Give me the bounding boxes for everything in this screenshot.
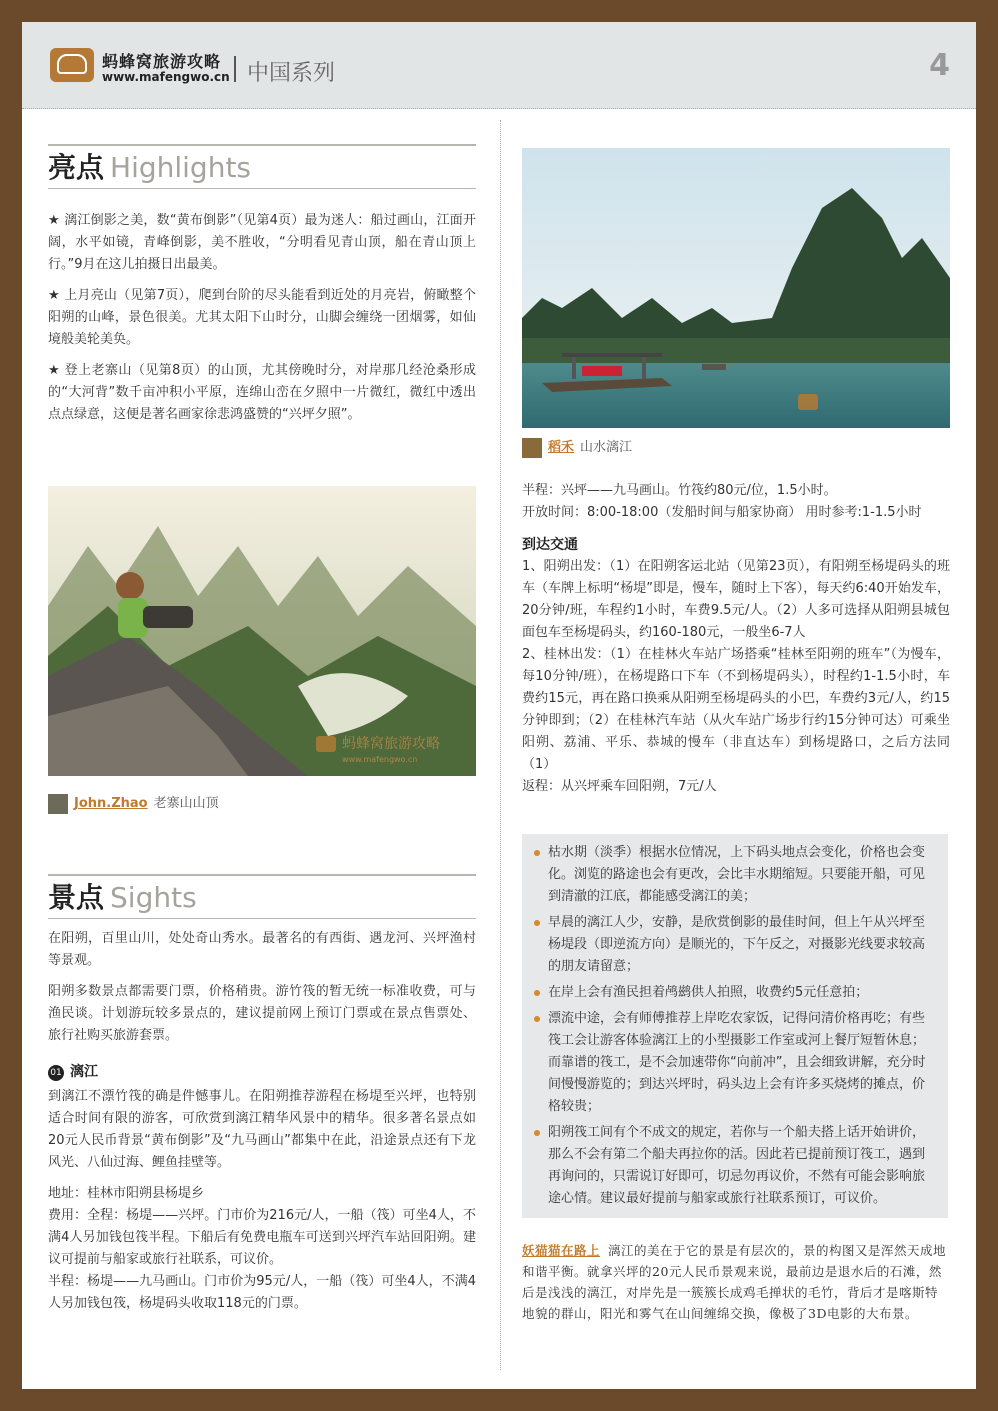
bullet-icon [534,850,540,856]
bullet-icon [534,1130,540,1136]
tip-item: 阳朔筏工间有个不成文的规定，若你与一个船夫搭上话开始讲价，那么不会有第二个船夫再拉你的活。因此若已提前预订筏工，遇到再询问的，只需说订好即可，切忌勿再议价，不然有可能会影响旅途心情。建议最好提前与船家或旅行社联系预订，可议价。 [548,1122,928,1210]
transport-guilin: 2、桂林出发：（1）在桂林火车站广场搭乘“桂林至阳朔的班车”（为慢车，每10分钟/班），在杨堤路口下车（不到杨堤码头），时程约1-1.5小时，车费约15元，再在路口换乘从阳朔至杨堤码头的小巴，车费约3元/人，约15分钟即到；（2）在桂林汽车站（从火车站广场步行约15分钟可达）可乘坐阳朔、荔浦、平乐、恭城的慢车（非直达车）到杨堤路口，之后方法同（1） [522,647,950,772]
return-trip: 返程：从兴坪乘车回阳朔，7元/人 [522,779,717,794]
transport-title: 到达交通 [522,537,578,553]
page-number: 4 [929,48,950,83]
spot-address: 地址：桂林市阳朔县杨堤乡 [48,1186,205,1201]
photo-laozhai-mountain [48,486,476,776]
brand-name: 蚂蜂窝旅游攻略 [102,52,222,71]
tip-item: 在岸上会有渔民担着鸬鹚供人拍照，收费约5元任意拍； [548,982,928,1004]
highlight-item: ★ 上月亮山（见第7页），爬到台阶的尽头能看到近处的月亮岩，俯瞰整个阳朔的山峰，景色很美。尤其太阳下山时分，山脚会缠绕一团烟雾，如仙境般美轮美奂。 [48,288,476,347]
sights-heading [48,874,476,919]
highlight-item: ★ 登上老寨山（见第8页）的山顶，尤其傍晚时分，对岸那几经沧桑形成的“大河背”数千亩冲积小平原，连绵山峦在夕照中一片微红，微红中透出点点绿意，这便是著名画家徐悲鸿盛赞的“兴坪夕照”。 [48,363,476,422]
highlights-title-en: Highlights [110,151,252,184]
avatar [48,794,68,814]
highlights-list [48,210,476,435]
author-link[interactable]: 稻禾 [548,440,575,455]
avatar [522,438,542,458]
highlight-item: ★ 漓江倒影之美，数“黄布倒影”（见第4页）最为迷人：船过画山，江面开阔，水平如镜，青峰倒影，美不胜收，“分明看见青山顶，船在青山顶上行。”9月在这儿拍摄日出最美。 [48,213,476,272]
sights-intro: 阳朔多数景点都需要门票，价格稍贵。游竹筏的暂无统一标准收费，可与渔民谈。计划游玩较多景点的，建议提前网上预订门票或在景点售票处、旅行社购买旅游套票。 [48,984,476,1043]
sights-intro: 在阳朔，百里山川，处处奇山秀水。最著名的有西街、遇龙河、兴坪渔村等景观。 [48,931,476,968]
spot-half-fee: 半程：杨堤——九马画山。门市价为95元/人，一船（筏）可坐4人，不满4人另加钱包筏，杨堤码头收取118元的门票。 [48,1274,476,1311]
logo-icon [50,48,94,82]
tip-item: 早晨的漓江人少，安静，是欣赏倒影的最佳时间，但上午从兴坪至杨堤段（即逆流方向）是顺光的，下午反之，对摄影光线要求较高的朋友请留意； [548,912,928,978]
photo-li-river [522,148,950,428]
bullet-icon [534,990,540,996]
header [22,22,976,109]
photo-credit-right [522,436,632,458]
page [22,22,976,1389]
spot-description: 到漓江不漂竹筏的确是件憾事儿。在阳朔推荐游程在杨堤至兴坪，也特别适合时间有限的游客，可欣赏到漓江精华风景中的精华。很多著名景点如20元人民币背景“黄布倒影”及“九马画山”都集中在此，沿途景点还有下龙风光、八仙过海、鲤鱼挂壁等。 [48,1089,476,1170]
opening-hours: 开放时间：8:00-18:00（发船时间与船家协商） 用时参考:1-1.5小时 [522,505,922,520]
svg-text:蚂蜂窝旅游攻略: 蚂蜂窝旅游攻略 [342,736,440,752]
bullet-icon [534,920,540,926]
author-link[interactable]: John.Zhao [74,796,148,811]
traveler-quote [522,1240,950,1324]
spot-name: 漓江 [70,1064,98,1080]
sights-body [48,928,476,1324]
photo-credit-left [48,792,219,814]
bullet-icon [534,1016,540,1022]
svg-text:www.mafengwo.cn: www.mafengwo.cn [342,755,418,764]
spot-fee: 费用：全程：杨堤——兴坪。门市价为216元/人，一船（筏）可坐4人，不满4人另加钱包筏半程。下船后有免费电瓶车可送到兴坪汽车站回阳朔。建议可提前与船家或旅行社联系，可议价。 [48,1208,476,1267]
spot-heading [48,1061,476,1084]
quote-author-link[interactable]: 妖猫猫在路上 [522,1243,601,1258]
brand-url: www.mafengwo.cn [102,70,230,84]
photo-caption: 老寨山山顶 [153,796,219,811]
river-info [522,480,950,798]
header-separator [234,56,236,82]
highlights-heading [48,144,476,189]
transport-yangshuo: 1、阳朔出发：（1）在阳朔客运北站（见第23页），有阳朔至杨堤码头的班车（车牌上标明“杨堤”即是，慢车，随时上下客），每天约6:40开始发车，20分钟/班，车程约1小时，车费9.5元/人。（2）人多可选择从阳朔县城包面包车至杨堤码头，约160-180元，一般坐6-7人 [522,559,950,640]
highlights-title-zh: 亮点 [48,151,105,184]
tips-box [522,834,948,1218]
sights-title-zh: 景点 [48,881,105,914]
quote-text: 漓江的美在于它的景是有层次的，景的构图又是浑然天成地和谐平衡。就拿兴坪的20元人民币景观来说，最前边是退水后的石滩，然后是浅浅的漓江，对岸先是一簇簇长成鸡毛掸状的毛竹，背后才是喀斯特地貌的群山，阳光和雾气在山间缠绵交换，像极了3D电影的大布景。 [522,1243,947,1321]
tip-item: 漂流中途，会有师傅推荐上岸吃农家饭，记得问清价格再吃；有些筏工会让游客体验漓江上的小型摄影工作室或河上餐厅短暂休息；而靠谱的筏工，是不会加速带你“向前冲”，且会细致讲解，充分时间慢慢游览的；到达兴坪时，码头边上会有许多买烧烤的摊点，价格较贵； [548,1008,928,1118]
tip-item: 枯水期（淡季）根据水位情况，上下码头地点会变化，价格也会变化。浏览的路途也会有更改，会比丰水期缩短。只要能开船，可见到清澈的江底，都能感受漓江的美； [548,842,928,908]
half-trip-info: 半程：兴坪——九马画山。竹筏约80元/位，1.5小时。 [522,483,837,498]
photo-caption: 山水漓江 [580,440,633,455]
column-divider [500,120,501,1370]
series-title: 中国系列 [247,61,336,86]
sights-title-en: Sights [110,881,197,914]
spot-number-badge: 01 [48,1065,64,1081]
